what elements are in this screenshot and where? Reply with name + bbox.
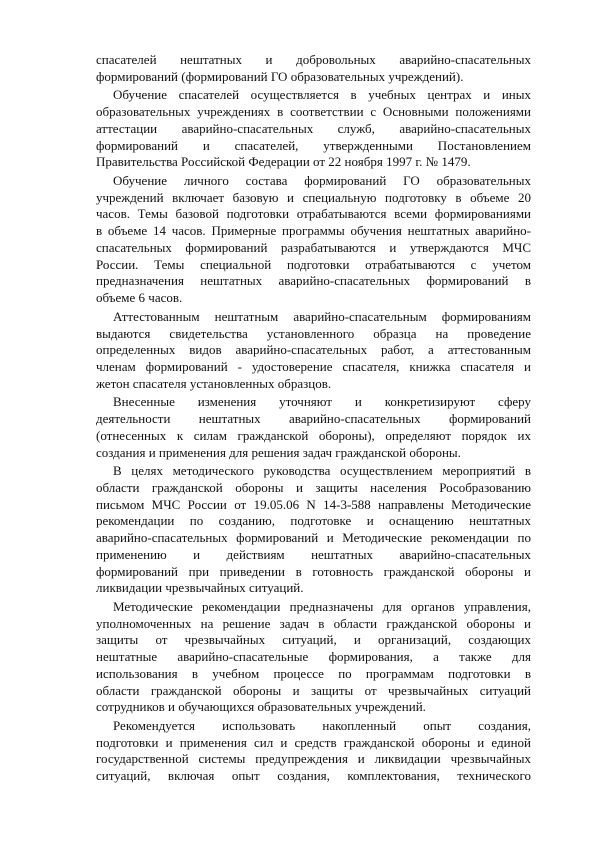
paragraph [96,52,531,85]
text-line: аттестации аварийно-спасательных служб, аварийно-спасательных [96,120,531,136]
text-line: области гражданской обороны и защиты от чрезвычайных ситуаций [96,682,531,698]
document-body [96,52,531,787]
text-line: уполномоченных на решение задач в области гражданской обороны и [96,615,531,631]
text-line: В целях методического руководства осуществлением мероприятий в [113,463,531,479]
text-line: формирований и спасателей, утвержденными Постановлением [96,137,531,153]
text-line: в объеме 14 часов. Примерные программы обучения нештатных аварийно- [96,223,531,239]
text-line: Обучение спасателей осуществляется в учебных центрах и иных [113,87,531,103]
text-line: определенных видов аварийно-спасательных работ, а аттестованным [96,342,531,358]
text-line: создания и применения для решения задач гражданской обороны. [96,444,461,460]
text-line: применению и действиям нештатных аварийно-спасательных [96,546,531,562]
text-line: использования в учебном процессе по программам подготовки в [96,665,531,681]
text-line: (отнесенных к силам гражданской обороны), определяют порядок их [96,427,531,443]
text-line: Обучение личного состава формирований ГО образовательных [113,173,531,189]
text-line: Рекомендуется использовать накопленный опыт создания, [113,718,531,734]
text-line: формирований при приведении в готовность гражданской обороны и [96,563,531,579]
text-line: области гражданской обороны и защиты населения Рособразованию [96,479,531,495]
text-line: учреждений включает базовую и специальную подготовку в объеме 20 [96,189,531,205]
text-line: объеме 6 часов. [96,290,183,306]
paragraph [96,718,531,785]
text-line: ситуаций, включая опыт создания, комплектования, технического [96,768,531,784]
text-line: Методические рекомендации предназначены для органов управления, [113,599,531,614]
text-line: нештатные аварийно-спасательные формирования, а также для [96,649,531,665]
paragraph [96,599,531,716]
text-line: деятельности нештатных аварийно-спасательных формирований [96,411,531,427]
text-line: выдаются свидетельства установленного образца на проведение [96,325,531,341]
text-line: членам формирований - удостоверение спасателя, книжка спасателя и [96,358,531,374]
text-line: Правительства Российской Федерации от 22 ноября 1997 г. № 1479. [96,154,471,170]
text-line: спасательных формирований разрабатываются и утверждаются МЧС [96,239,531,255]
text-line: защиты от чрезвычайных ситуаций, и организаций, создающих [96,632,531,648]
text-line: подготовки и применения сил и средств гражданской обороны и единой [96,734,531,750]
text-line: формирований (формирований ГО образовательных учреждений). [96,68,464,84]
text-line: сотрудников и обучающихся образовательных учреждений. [96,699,426,715]
paragraph [96,463,531,597]
paragraph [96,87,531,171]
text-line: России. Темы специальной подготовки отрабатываются с учетом [96,256,531,272]
text-line: письмом МЧС России от 19.05.06 N 14-3-588 направлены Методические [96,496,531,512]
text-line: спасателей нештатных и добровольных аварийно-спасательных [96,52,531,67]
text-line: образовательных учреждениях в соответствии с Основными положениями [96,104,531,120]
text-line: ликвидации чрезвычайных ситуаций. [96,580,304,596]
text-line: Внесенные изменения уточняют и конкретизируют сферу [113,394,531,410]
text-line: жетон спасателя установленных образцов. [96,375,332,391]
text-line: Аттестованным нештатным аварийно-спасательным формированиям [113,308,531,324]
paragraph [96,173,531,307]
text-line: часов. Темы базовой подготовки отрабатываются всеми формированиями [96,206,531,222]
text-line: государственной системы предупреждения и ликвидации чрезвычайных [96,751,531,767]
paragraph [96,394,531,461]
text-line: предназначения нештатных аварийно-спасательных формирований в [96,273,531,289]
text-line: аварийно-спасательных формирований и Методические рекомендации по [96,530,531,546]
paragraph [96,309,531,393]
text-line: рекомендации по созданию, подготовке и оснащению нештатных [96,513,531,529]
